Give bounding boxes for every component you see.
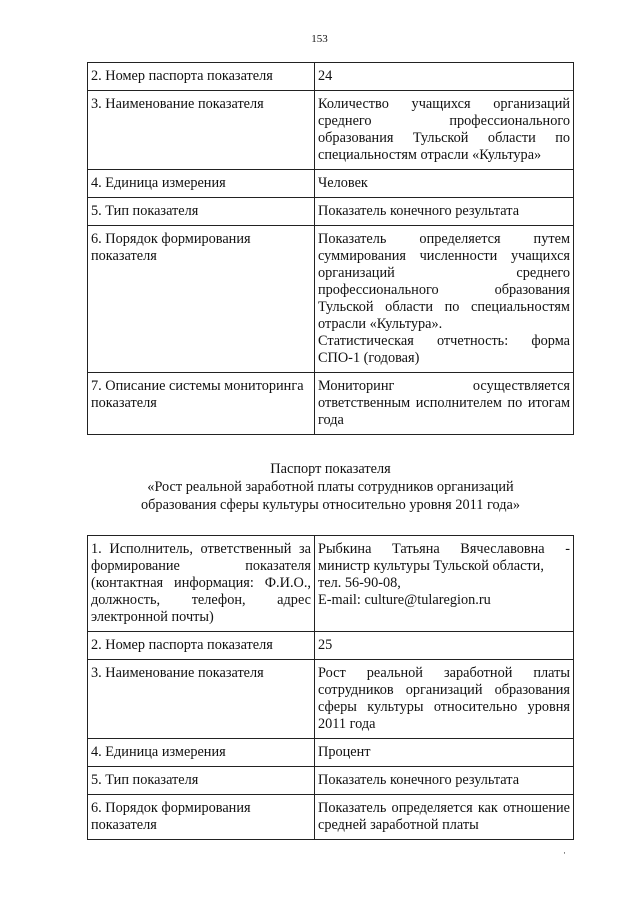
row-label: 2. Номер паспорта показателя — [88, 632, 315, 660]
row-value: Человек — [315, 170, 574, 198]
row-label: 1. Исполнитель, ответственный за формирование показателя (контактная информация: Ф.И.О., должность, телефон, адрес электронной почты) — [88, 536, 315, 632]
table-row — [88, 739, 574, 767]
row-label: 4. Единица измерения — [88, 170, 315, 198]
page-number: 153 — [311, 33, 328, 45]
row-value: Показатель определяется как отношение средней заработной платы — [315, 795, 574, 840]
row-value: 25 — [315, 632, 574, 660]
table-row — [88, 198, 574, 226]
table-row — [88, 91, 574, 170]
row-value: Количество учащихся организаций среднего профессионального образования Тульской области по специальностям отрасли «Культура» — [315, 91, 574, 170]
row-label: 3. Наименование показателя — [88, 660, 315, 739]
row-label: 3. Наименование показателя — [88, 91, 315, 170]
formation-description: Показатель определяется путем суммирования численности учащихся организаций среднего профессионального образования Тульской области по специальностям отрасли «Культура». — [318, 231, 570, 332]
scan-mark: · — [563, 848, 566, 858]
heading-subtitle-line-2: образования сферы культуры относительно уровня 2011 года» — [141, 497, 520, 513]
table-row — [88, 536, 574, 632]
passport-heading — [87, 460, 574, 514]
row-value: 24 — [315, 63, 574, 91]
table-row — [88, 170, 574, 198]
row-label: 7. Описание системы мониторинга показателя — [88, 373, 315, 435]
indicator-passport-table-25 — [87, 535, 574, 840]
row-label: 6. Порядок формирования показателя — [88, 226, 315, 373]
table-row — [88, 63, 574, 91]
row-label: 5. Тип показателя — [88, 198, 315, 226]
indicator-passport-table-24 — [87, 62, 574, 435]
table-row — [88, 767, 574, 795]
row-value: Показатель конечного результата — [315, 198, 574, 226]
row-value: Мониторинг осуществляется ответственным исполнителем по итогам года — [315, 373, 574, 435]
heading-subtitle-line-1: «Рост реальной заработной платы сотрудников организаций — [147, 479, 514, 495]
table-row — [88, 632, 574, 660]
row-label: 4. Единица измерения — [88, 739, 315, 767]
executor-phone: тел. 56-90-08, — [318, 575, 401, 591]
row-label: 6. Порядок формирования показателя — [88, 795, 315, 840]
row-label: 2. Номер паспорта показателя — [88, 63, 315, 91]
table-row — [88, 226, 574, 373]
table-row — [88, 660, 574, 739]
row-label: 5. Тип показателя — [88, 767, 315, 795]
table-row — [88, 795, 574, 840]
row-value: Процент — [315, 739, 574, 767]
row-value: Рост реальной заработной платы сотрудников организаций образования сферы культуры относительно уровня 2011 года — [315, 660, 574, 739]
row-value — [315, 226, 574, 373]
executor-email: E-mail: culture@tularegion.ru — [318, 592, 491, 608]
row-value: Показатель конечного результата — [315, 767, 574, 795]
row-value — [315, 536, 574, 632]
statistical-reporting: Статистическая отчетность: форма СПО-1 (годовая) — [318, 333, 570, 366]
heading-title: Паспорт показателя — [270, 461, 391, 477]
executor-name: Рыбкина Татьяна Вячеславовна - министр культуры Тульской области, — [318, 541, 570, 574]
table-row — [88, 373, 574, 435]
